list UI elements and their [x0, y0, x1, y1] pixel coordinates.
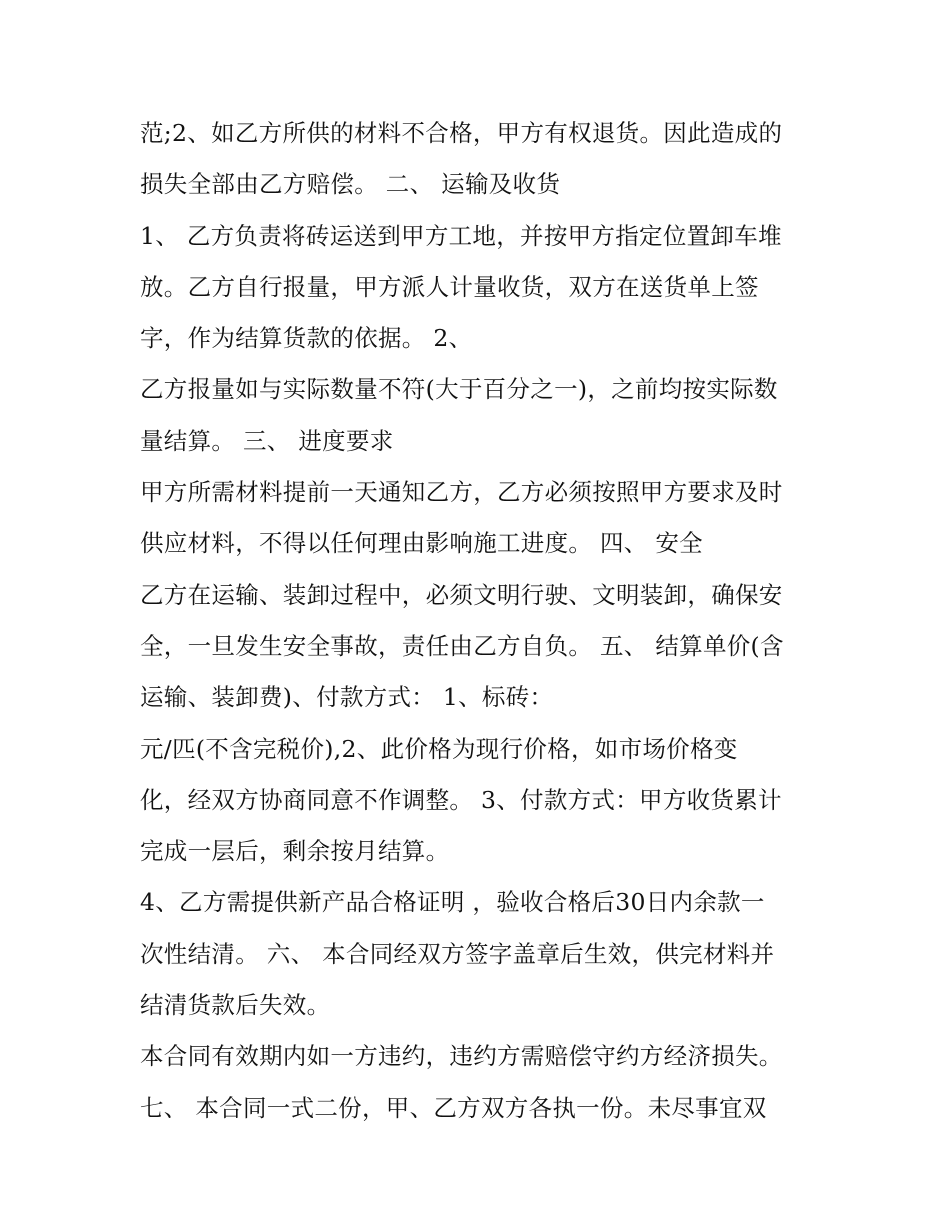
text-line-6: 乙方报量如与实际数量不符(大于百分之一)，之前均按实际数	[140, 375, 778, 404]
text-line-17: 次性结清。 六、 本合同经双方签字盖章后生效，供完材料并	[140, 939, 775, 968]
text-line-15: 完成一层后，剩余按月结算。	[140, 837, 450, 866]
text-line-14: 化，经双方协商同意不作调整。 3、付款方式：甲方收货累计	[140, 785, 782, 814]
text-line-3: 1、 乙方负责将砖运送到甲方工地，并按甲方指定位置卸车堆	[140, 221, 782, 250]
text-line-4: 放。乙方自行报量，甲方派人计量收货，双方在送货单上签	[140, 272, 759, 301]
text-line-20: 七、 本合同一式二份，甲、乙方双方各执一份。未尽事宜双	[140, 1093, 767, 1122]
text-line-12: 运输、装卸费)、付款方式： 1、标砖：	[140, 683, 554, 712]
text-line-5: 字，作为结算货款的依据。 2、	[140, 324, 473, 353]
contract-text-body	[140, 108, 820, 1134]
text-line-13: 元/匹(不含完税价),2、此价格为现行价格，如市场价格变	[140, 734, 738, 763]
text-line-8: 甲方所需材料提前一天通知乙方，乙方必须按照甲方要求及时	[140, 478, 783, 507]
text-line-11: 全，一旦发生安全事故，责任由乙方自负。 五、 结算单价(含	[140, 631, 784, 660]
text-line-16: 4、乙方需提供新产品合格证明 ，验收合格后30日内余款一	[140, 888, 765, 917]
text-line-9: 供应材料，不得以任何理由影响施工进度。 四、 安全	[140, 529, 703, 558]
text-line-18: 结清货款后失效。	[140, 991, 331, 1020]
text-line-19: 本合同有效期内如一方违约，违约方需赔偿守约方经济损失。	[140, 1042, 783, 1071]
text-line-10: 乙方在运输、装卸过程中，必须文明行驶、文明装卸，确保安	[140, 580, 783, 609]
text-line-7: 量结算。 三、 进度要求	[140, 426, 394, 455]
text-line-1: 范;2、如乙方所供的材料不合格，甲方有权退货。因此造成的	[140, 119, 783, 147]
text-line-2: 损失全部由乙方赔偿。 二、 运输及收货	[140, 170, 561, 199]
